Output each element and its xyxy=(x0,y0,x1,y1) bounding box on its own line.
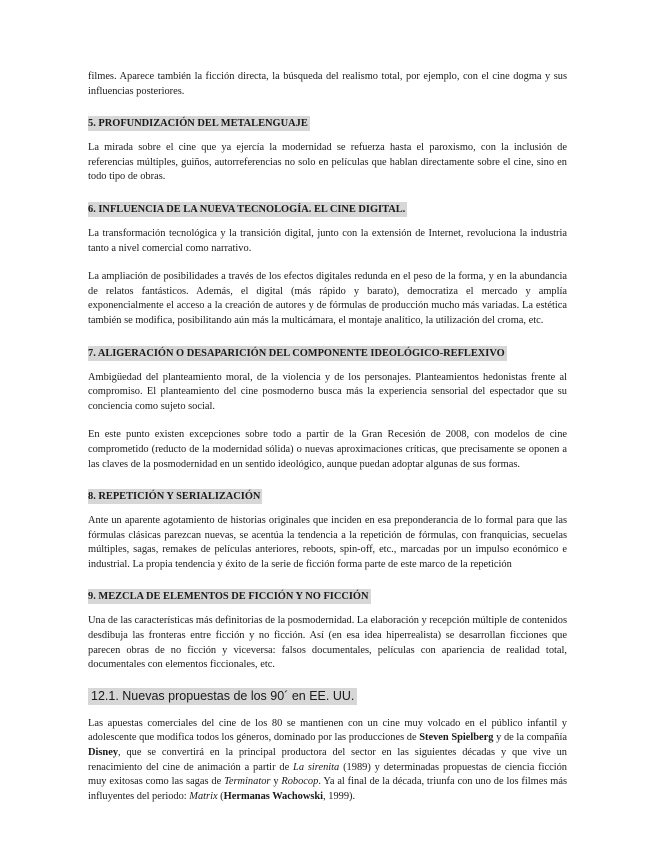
paragraph-intro: filmes. Aparece también la ficción directa, la búsqueda del realismo total, por ejemplo, con el cine dogma y sus influencias posteriores. xyxy=(88,71,567,97)
text-run: . Ya al final de la década, triunfa con uno de los filmes más influyentes del periodo: xyxy=(88,776,568,802)
paragraph-section-9: Una de las características más definitorias de la posmodernidad. La elaboración y recepción múltiple de contenidos desdibuja las fronteras entre ficción y no ficción. Así (en esa idea hiperrealista) se desarrollan ficciones que parecen obras de no ficción y viceversa: falsos documentales, películas con apariencia de realidad total, documentales con elementos ficcionales, etc. xyxy=(88,615,567,671)
paragraph-section-7a: Ambigüedad del planteamiento moral, de la violencia y de los personajes. Planteamientos hedonistas frente al compromiso. El planteamiento del cine posmoderno busca más la experiencia sensorial del espectador que su conciencia como sujeto social. xyxy=(88,371,567,412)
title-matrix: Matrix xyxy=(189,790,218,802)
title-robocop: Robocop xyxy=(281,776,319,788)
paragraph-section-7b: En este punto existen excepciones sobre todo a partir de la Gran Recesión de 2008, con modelos de cine comprometido (reducto de la modernidad sólida) o nuevas aproximaciones críticas, que precisamente se oponen a las claves de la posmodernidad en un sentido ideológico, aunque puedan adoptar algunas de sus formas. xyxy=(88,429,567,470)
paragraph-subsection-12-1 xyxy=(88,717,567,805)
title-la-sirenita: La sirenita xyxy=(293,761,340,773)
text-run: y xyxy=(270,776,282,788)
paragraph-section-8: Ante un aparente agotamiento de historias originales que inciden en esa preponderancia de lo formal para que las fórmulas clásicas parezcan nuevas, se acentúa la tendencia a la repetición de fórmulas, con franquicias, secuelas múltiples, sagas, remakes de películas anteriores, reboots, spin-off, etc., marcadas por un impulso económico e industrial. La propia tendencia y éxito de la serie de ficción forma parte de este marco de la repetición xyxy=(88,515,567,570)
heading-section-9: 9. MEZCLA DE ELEMENTOS DE FICCIÓN Y NO FICCIÓN xyxy=(88,591,369,603)
heading-section-6: 6. INFLUENCIA DE LA NUEVA TECNOLOGÍA. EL CINE DIGITAL. xyxy=(88,203,406,215)
heading-section-8: 8. REPETICIÓN Y SERIALIZACIÓN xyxy=(88,491,261,503)
name-spielberg: Steven Spielberg xyxy=(419,732,494,744)
text-run: , 1999). xyxy=(323,790,356,802)
heading-section-5: 5. PROFUNDIZACIÓN DEL METALENGUAJE xyxy=(88,118,308,130)
text-run: (1989) y determinadas propuestas de ciencia ficción muy exitosas como las sagas de xyxy=(88,761,567,788)
text-run: ( xyxy=(217,790,224,802)
title-terminator: Terminator xyxy=(224,776,271,788)
name-disney: Disney xyxy=(88,747,119,759)
text-run: , que se convertirá en la principal productora del sector en las siguientes décadas y que vive un renacimiento del cine de animación a partir de xyxy=(88,747,567,773)
paragraph-section-6a: La transformación tecnológica y la transición digital, junto con la extensión de Internet, revoluciona la industria tanto a nivel comercial como narrativo. xyxy=(88,227,567,254)
heading-subsection-12-1: 12.1. Nuevas propuestas de los 90´ en EE. UU. xyxy=(88,688,357,705)
paragraph-section-6b: La ampliación de posibilidades a través de los efectos digitales redunda en el peso de la forma, y en la abundancia de relatos fantásticos. Además, el digital (más rápido y barato), democratiza el mercado y amplía exponencialmente el acceso a la creación de autores y de fórmulas de producción mucho más variadas. La estética también se modifica, posibilitando aún más la multicámara, el montaje analítico, la utilización del croma, etc. xyxy=(88,271,567,326)
text-run: y de la compañía xyxy=(493,732,567,744)
heading-section-7: 7. ALIGERACIÓN O DESAPARICIÓN DEL COMPONENTE IDEOLÓGICO-REFLEXIVO xyxy=(88,347,505,359)
text-run: Las apuestas comerciales del cine de los 80 se mantienen con un cine muy volcado en el público infantil y adolescente que modifica todos los géneros, dominado por las producciones de xyxy=(88,717,567,744)
name-wachowski: Hermanas Wachowski xyxy=(223,790,324,802)
paragraph-section-5: La mirada sobre el cine que ya ejercía la modernidad se refuerza hasta el paroxismo, con la inclusión de referencias múltiples, guiños, autorreferencias no solo en películas que hablan directamente sobre el cine, sino en todo tipo de obras. xyxy=(88,142,567,183)
